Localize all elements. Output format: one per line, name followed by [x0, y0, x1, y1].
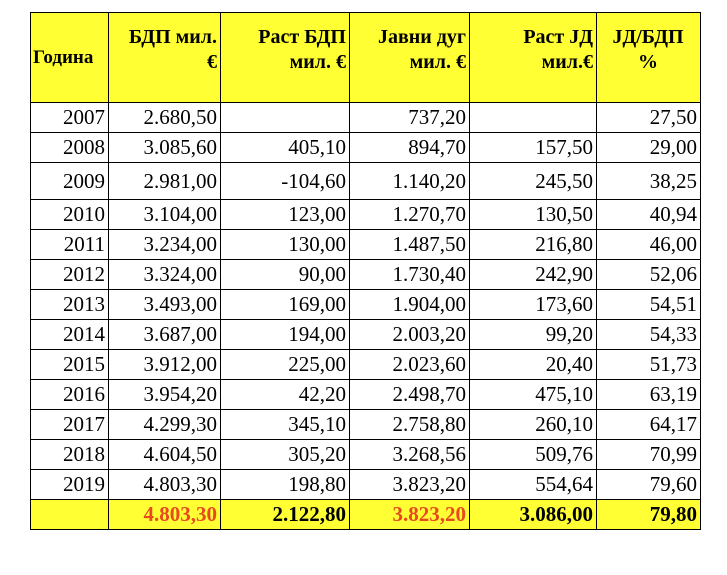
cell-debt-to-gdp: 51,73 [597, 350, 701, 380]
cell-debt-growth: 157,50 [470, 133, 597, 163]
cell-gdp: 4.604,50 [109, 440, 221, 470]
header-debt-growth-line-1: Раст ЈД [523, 26, 593, 48]
cell-public-debt: 1.140,20 [350, 163, 470, 200]
cell-debt-growth: 245,50 [470, 163, 597, 200]
header-year: Година [31, 13, 109, 103]
cell-public-debt: 3.823,20 [350, 470, 470, 500]
header-gdp-line-1: БДП мил. [128, 26, 217, 48]
cell-debt-growth [470, 103, 597, 133]
cell-gdp-growth: 225,00 [221, 350, 350, 380]
cell-debt-to-gdp: 54,51 [597, 290, 701, 320]
cell-gdp-growth: 90,00 [221, 260, 350, 290]
cell-gdp-growth: 198,80 [221, 470, 350, 500]
cell-public-debt: 3.268,56 [350, 440, 470, 470]
cell-year: 2008 [31, 133, 109, 163]
cell-debt-growth: 554,64 [470, 470, 597, 500]
cell-public-debt: 2.498,70 [350, 380, 470, 410]
cell-public-debt: 1.270,70 [350, 200, 470, 230]
cell-debt-growth: 242,90 [470, 260, 597, 290]
table-row [31, 350, 701, 380]
table-header [31, 13, 701, 103]
header-row [31, 13, 701, 103]
table-row [31, 380, 701, 410]
cell-gdp-growth: 42,20 [221, 380, 350, 410]
cell-gdp: 3.912,00 [109, 350, 221, 380]
header-debt-growth-line-2: мил.€ [541, 51, 593, 73]
cell-public-debt: 737,20 [350, 103, 470, 133]
gdp-debt-table [30, 12, 701, 530]
table-row [31, 260, 701, 290]
totals-row [31, 500, 701, 530]
cell-year: 2009 [31, 163, 109, 200]
cell-debt-to-gdp: 40,94 [597, 200, 701, 230]
table-row [31, 470, 701, 500]
cell-gdp: 3.085,60 [109, 133, 221, 163]
cell-debt-growth: 20,40 [470, 350, 597, 380]
header-debt-to-gdp-line-1: ЈД/БДП [612, 26, 684, 48]
cell-gdp: 3.324,00 [109, 260, 221, 290]
cell-year: 2014 [31, 320, 109, 350]
cell-gdp-growth: 130,00 [221, 230, 350, 260]
cell-gdp-growth [221, 103, 350, 133]
cell-year: 2017 [31, 410, 109, 440]
header-public-debt [350, 13, 470, 103]
cell-gdp-growth: -104,60 [221, 163, 350, 200]
header-public-debt-line-1: Јавни дуг [377, 26, 466, 48]
cell-public-debt: 2.023,60 [350, 350, 470, 380]
header-gdp-growth-line-2: мил. € [289, 51, 346, 73]
cell-gdp: 2.680,50 [109, 103, 221, 133]
cell-debt-growth: 216,80 [470, 230, 597, 260]
table-footer [31, 500, 701, 530]
table-row [31, 440, 701, 470]
table-body [31, 103, 701, 500]
cell-gdp: 2.981,00 [109, 163, 221, 200]
cell-debt-to-gdp: 46,00 [597, 230, 701, 260]
cell-debt-to-gdp: 38,25 [597, 163, 701, 200]
cell-gdp: 3.954,20 [109, 380, 221, 410]
cell-gdp: 4.803,30 [109, 470, 221, 500]
cell-year: 2016 [31, 380, 109, 410]
table-row [31, 200, 701, 230]
header-debt-to-gdp-line-2: % [638, 51, 658, 73]
header-gdp [109, 13, 221, 103]
cell-gdp: 4.299,30 [109, 410, 221, 440]
cell-gdp-growth: 305,20 [221, 440, 350, 470]
header-gdp-line-2: € [207, 51, 217, 73]
cell-debt-growth: 260,10 [470, 410, 597, 440]
header-debt-to-gdp [597, 13, 701, 103]
header-debt-growth [470, 13, 597, 103]
header-gdp-growth [221, 13, 350, 103]
cell-gdp: 3.493,00 [109, 290, 221, 320]
cell-debt-to-gdp: 54,33 [597, 320, 701, 350]
cell-public-debt: 1.904,00 [350, 290, 470, 320]
cell-debt-to-gdp: 52,06 [597, 260, 701, 290]
cell-public-debt: 1.730,40 [350, 260, 470, 290]
cell-debt-growth: 99,20 [470, 320, 597, 350]
cell-gdp-growth: 345,10 [221, 410, 350, 440]
total-public-debt: 3.823,20 [350, 500, 470, 530]
cell-year: 2012 [31, 260, 109, 290]
cell-public-debt: 2.003,20 [350, 320, 470, 350]
cell-debt-to-gdp: 79,60 [597, 470, 701, 500]
table-row [31, 290, 701, 320]
cell-year: 2019 [31, 470, 109, 500]
cell-year: 2018 [31, 440, 109, 470]
cell-public-debt: 2.758,80 [350, 410, 470, 440]
cell-gdp-growth: 169,00 [221, 290, 350, 320]
table-row [31, 320, 701, 350]
cell-debt-to-gdp: 29,00 [597, 133, 701, 163]
table-row [31, 163, 701, 200]
header-public-debt-line-2: мил. € [409, 51, 466, 73]
cell-gdp-growth: 405,10 [221, 133, 350, 163]
header-gdp-growth-line-1: Раст БДП [258, 26, 346, 48]
cell-debt-growth: 475,10 [470, 380, 597, 410]
cell-gdp-growth: 123,00 [221, 200, 350, 230]
cell-year: 2010 [31, 200, 109, 230]
cell-public-debt: 894,70 [350, 133, 470, 163]
total-gdp: 4.803,30 [109, 500, 221, 530]
cell-year: 2013 [31, 290, 109, 320]
cell-debt-to-gdp: 63,19 [597, 380, 701, 410]
cell-debt-to-gdp: 64,17 [597, 410, 701, 440]
table-row [31, 133, 701, 163]
table-row [31, 230, 701, 260]
total-year [31, 500, 109, 530]
cell-debt-growth: 173,60 [470, 290, 597, 320]
cell-debt-growth: 130,50 [470, 200, 597, 230]
cell-gdp: 3.234,00 [109, 230, 221, 260]
cell-public-debt: 1.487,50 [350, 230, 470, 260]
cell-gdp: 3.104,00 [109, 200, 221, 230]
total-gdp-growth: 2.122,80 [221, 500, 350, 530]
table-row [31, 103, 701, 133]
table-row [31, 410, 701, 440]
cell-debt-growth: 509,76 [470, 440, 597, 470]
cell-gdp-growth: 194,00 [221, 320, 350, 350]
total-debt-growth: 3.086,00 [470, 500, 597, 530]
cell-year: 2011 [31, 230, 109, 260]
cell-year: 2007 [31, 103, 109, 133]
total-debt-to-gdp: 79,80 [597, 500, 701, 530]
cell-year: 2015 [31, 350, 109, 380]
cell-debt-to-gdp: 27,50 [597, 103, 701, 133]
cell-gdp: 3.687,00 [109, 320, 221, 350]
cell-debt-to-gdp: 70,99 [597, 440, 701, 470]
